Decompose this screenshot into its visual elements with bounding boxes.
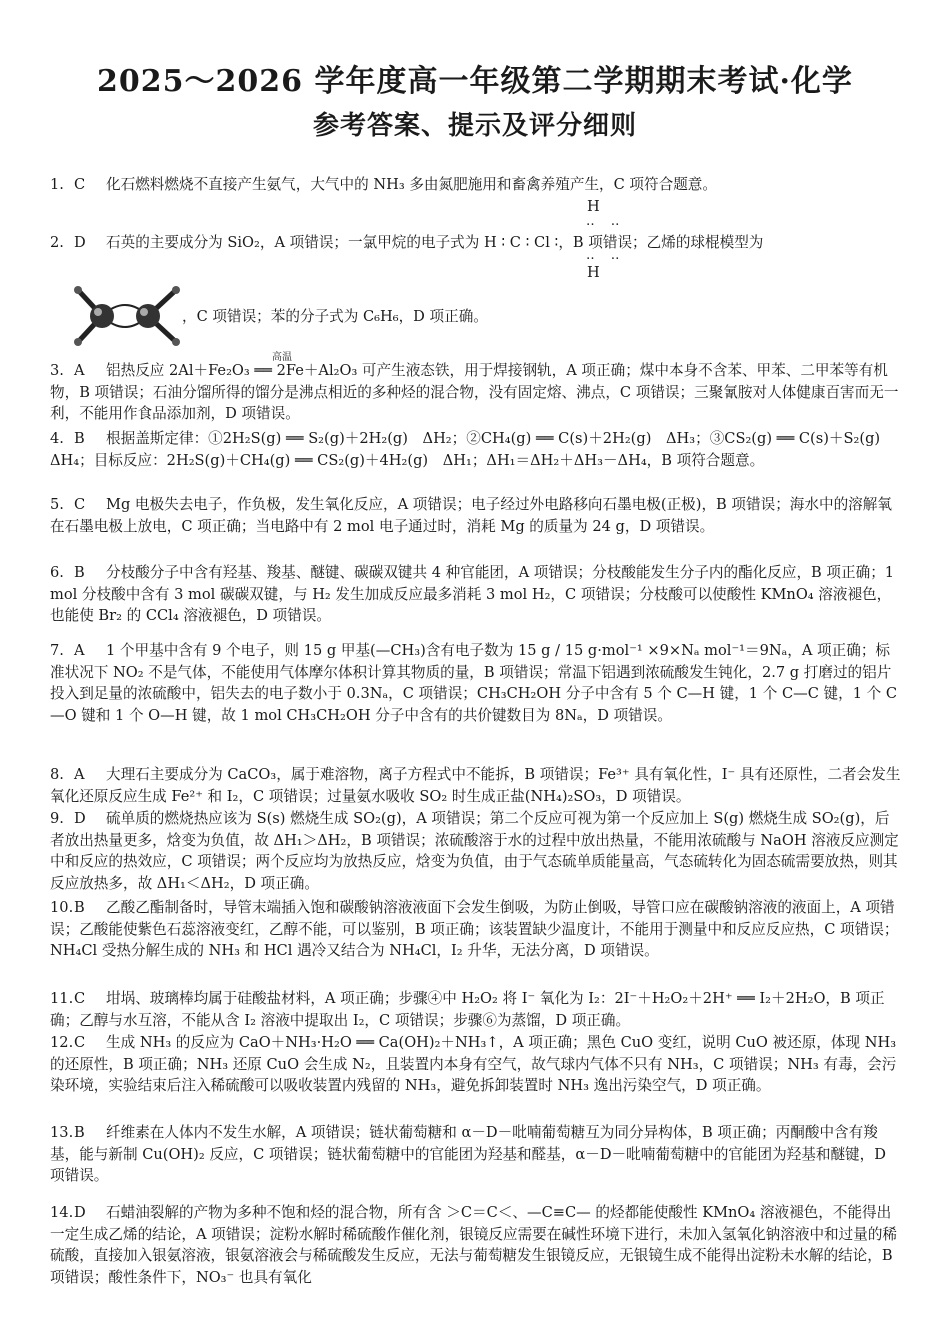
answer-letter: C (74, 496, 86, 513)
question-11 (50, 988, 902, 1031)
answer-letter: D (74, 1204, 86, 1221)
explanation-text: ，C 项错误；苯的分子式为 C₆H₆，D 项正确。 (182, 308, 488, 325)
explanation-text: 乙酸乙酯制备时，导管末端插入饱和碳酸钠溶液液面下会发生倒吸，为防止倒吸，导管口应在碳酸钠溶液的液面上，A 项错误；乙酸能使紫色石蕊溶液变红，乙醇不能，可以鉴别，B 项正确；该装置缺少温度计，不能用于测量中和反应反应热，C 项错误；NH₄Cl 受热分解生成的 NH₃ 和 HCl 遇冷又结合为 NH₄Cl，I₂ 升华，无法分离，D 项错误。 (50, 899, 899, 959)
explanation-text: 石英的主要成分为 SiO₂，A 项错误；一氯甲烷的电子式为 H ∶ C ∶ Cl ∶，B 项错误；乙烯的球棍模型为 (106, 234, 764, 251)
ethylene-ball-stick-model-icon (72, 284, 182, 348)
question-number: 2. (50, 234, 64, 251)
electron-dots-top: ‥ ‥ (586, 214, 626, 229)
question-5 (50, 494, 902, 537)
answer-letter: A (74, 642, 85, 659)
answer-letter: D (74, 810, 86, 827)
question-2 (50, 232, 902, 254)
explanation-text: 纤维素在人体内不发生水解，A 项错误；链状葡萄糖和 α－D－吡喃葡萄糖互为同分异构体，B 项正确；丙酮酸中含有羧基，能与新制 Cu(OH)₂ 反应，C 项错误；链状葡萄糖中的官能团为羟基和醛基，α－D－吡喃葡萄糖中的官能团为羟基和醚键，D 项错误。 (50, 1124, 886, 1184)
question-7 (50, 640, 902, 726)
explanation-text: 生成 NH₃ 的反应为 CaO＋NH₃·H₂O ══ Ca(OH)₂＋NH₃↑，A 项正确；黑色 CuO 变红，说明 CuO 被还原，体现 NH₃ 的还原性，B 项正确；NH₃ 还原 CuO 会生成 N₂，且装置内本身有空气，故气球内气体不只有 NH₃，C 项错误；NH₃ 有毒，会污染环境，实验结束后注入稀硫酸可以吸收装置内残留的 NH₃，避免拆卸装置时 NH₃ 逸出污染空气，D 项正确。 (50, 1034, 897, 1094)
answer-letter: B (74, 564, 85, 581)
question-2-continued (182, 306, 902, 328)
explanation-text: 分枝酸分子中含有羟基、羧基、醚键、碳碳双键共 4 种官能团，A 项错误；分枝酸能发生分子内的酯化反应，B 项正确；1 mol 分枝酸中含有 3 mol 碳碳双键，与 H₂ 发生加成反应最多消耗 3 mol H₂，C 项错误；分枝酸可以使酸性 KMnO₄ 溶液褪色，也能使 Br₂ 的 CCl₄ 溶液褪色，D 项错误。 (50, 564, 895, 624)
answer-letter: D (74, 234, 86, 251)
question-number: 9. (50, 810, 64, 827)
reaction-condition: 高温 (272, 352, 292, 363)
electron-dots-bottom: ‥ ‥ (586, 248, 626, 263)
explanation-text: 铝热反应 2Al＋Fe₂O₃ ══ 2Fe＋Al₂O₃ 可产生液态铁，用于焊接钢轨，A 项正确；煤中本身不含苯、甲苯、二甲苯等有机物，B 项错误；石油分馏所得的馏分是沸点相近的多种烃的混合物，没有固定熔、沸点，C 项错误；三聚氰胺对人体健康百害而无一利，不能用作食品添加剂，D 项错误。 (50, 362, 899, 422)
question-10 (50, 897, 902, 962)
question-number: 14. (50, 1204, 74, 1221)
answer-letter: C (74, 1034, 86, 1051)
question-number: 11. (50, 990, 74, 1007)
question-number: 4. (50, 430, 64, 447)
electron-formula-h-bottom: H (587, 264, 600, 281)
question-3 (50, 360, 902, 425)
answer-letter: A (74, 766, 85, 783)
question-8 (50, 764, 902, 807)
question-4 (50, 428, 902, 471)
question-number: 12. (50, 1034, 74, 1051)
question-number: 8. (50, 766, 64, 783)
explanation-text: 坩埚、玻璃棒均属于硅酸盐材料，A 项正确；步骤④中 H₂O₂ 将 I⁻ 氧化为 I₂：2I⁻＋H₂O₂＋2H⁺ ══ I₂＋2H₂O，B 项正确；乙醇与水互溶，不能从含 I₂ 溶液中提取出 I₂，C 项错误；步骤⑥为蒸馏，D 项正确。 (50, 990, 885, 1029)
question-9 (50, 808, 902, 894)
answer-letter: B (74, 1124, 85, 1141)
page-subtitle: 参考答案、提示及评分细则 (312, 111, 637, 141)
question-12 (50, 1032, 902, 1097)
question-number: 10. (50, 899, 74, 916)
explanation-text: 化石燃料燃烧不直接产生氨气，大气中的 NH₃ 多由氮肥施用和畜禽养殖产生，C 项符合题意。 (106, 176, 717, 193)
page-title: 2025～2026 学年度高一年级第二学期期末考试·化学 (97, 64, 853, 99)
question-number: 5. (50, 496, 64, 513)
question-number: 1. (50, 176, 64, 193)
explanation-text: 大理石主要成分为 CaCO₃，属于难溶物，离子方程式中不能拆，B 项错误；Fe³⁺ 具有氧化性，I⁻ 具有还原性，二者会发生氧化还原反应生成 Fe²⁺ 和 I₂，C 项错误；过量氨水吸收 SO₂ 时生成正盐(NH₄)₂SO₃，D 项错误。 (50, 766, 901, 805)
answer-letter: A (74, 362, 85, 379)
explanation-text: 1 个甲基中含有 9 个电子，则 15 g 甲基(—CH₃)含有电子数为 15 g / 15 g·mol⁻¹ ×9×Nₐ mol⁻¹＝9Nₐ，A 项正确；标准状况下 NO₂ 不是气体，不能使用气体摩尔体积计算其物质的量，B 项错误；常温下铝遇到浓硫酸发生钝化，2.7 g 打磨过的铝片投入到足量的浓硫酸中，铝失去的电子数小于 0.3Nₐ，C 项错误；CH₃CH₂OH 分子中含有 5 个 C—H 键，1 个 C—C 键，1 个 C—O 键和 1 个 O—H 键，故 1 mol CH₃CH₂OH 分子中含有的共价键数目为 8Nₐ，D 项错误。 (50, 642, 898, 724)
answer-letter: B (74, 430, 85, 447)
electron-formula-h-top: H (587, 198, 600, 215)
question-13 (50, 1122, 902, 1187)
answer-letter: C (74, 990, 86, 1007)
question-6 (50, 562, 902, 627)
question-number: 3. (50, 362, 64, 379)
question-number: 7. (50, 642, 64, 659)
question-number: 6. (50, 564, 64, 581)
question-1 (50, 174, 902, 196)
answer-letter: C (74, 176, 86, 193)
explanation-text: Mg 电极失去电子，作负极，发生氧化反应，A 项错误；电子经过外电路移向石墨电极(正极)，B 项错误；海水中的溶解氧在石墨电极上放电，C 项正确；当电路中有 2 mol 电子通过时，消耗 Mg 的质量为 24 g，D 项错误。 (50, 496, 892, 535)
explanation-text: 根据盖斯定律：①2H₂S(g) ══ S₂(g)＋2H₂(g) ΔH₂；②CH₄(g) ══ C(s)＋2H₂(g) ΔH₃；③CS₂(g) ══ C(s)＋S₂(g) ΔH₄；目标反应：2H₂S(g)＋CH₄(g) ══ CS₂(g)＋4H₂(g) ΔH₁；ΔH₁＝ΔH₂＋ΔH₃－ΔH₄，B 项符合题意。 (50, 430, 895, 469)
question-14 (50, 1202, 902, 1288)
explanation-text: 石蜡油裂解的产物为多种不饱和烃的混合物，所有含 ＞C＝C＜、—C≡C— 的烃都能使酸性 KMnO₄ 溶液褪色，不能得出一定生成乙烯的结论，A 项错误；淀粉水解时稀硫酸作催化剂，银镜反应需要在碱性环境下进行，未加入氢氧化钠溶液中和过量的稀硫酸，直接加入银氨溶液，银氨溶液会与稀硫酸发生反应，无法与葡萄糖发生银镜反应，无银镜生成不能得出淀粉未水解的结论，B 项错误；酸性条件下，NO₃⁻ 也具有氧化 (50, 1204, 898, 1286)
question-number: 13. (50, 1124, 74, 1141)
explanation-text: 硫单质的燃烧热应该为 S(s) 燃烧生成 SO₂(g)，A 项错误；第二个反应可视为第一个反应加上 S(g) 燃烧生成 SO₂(g)，后者放出热量更多，焓变为负值，故 ΔH₁＞ΔH₂，B 项错误；浓硫酸溶于水的过程中放出热量，不能用浓硫酸与 NaOH 溶液反应测定中和反应的热效应，C 项错误；两个反应均为放热反应，焓变为负值，由于气态硫单质能量高，气态硫转化为固态硫需要放热，则其反应放热多，故 ΔH₁＜ΔH₂，D 项正确。 (50, 810, 899, 892)
answer-letter: B (74, 899, 85, 916)
